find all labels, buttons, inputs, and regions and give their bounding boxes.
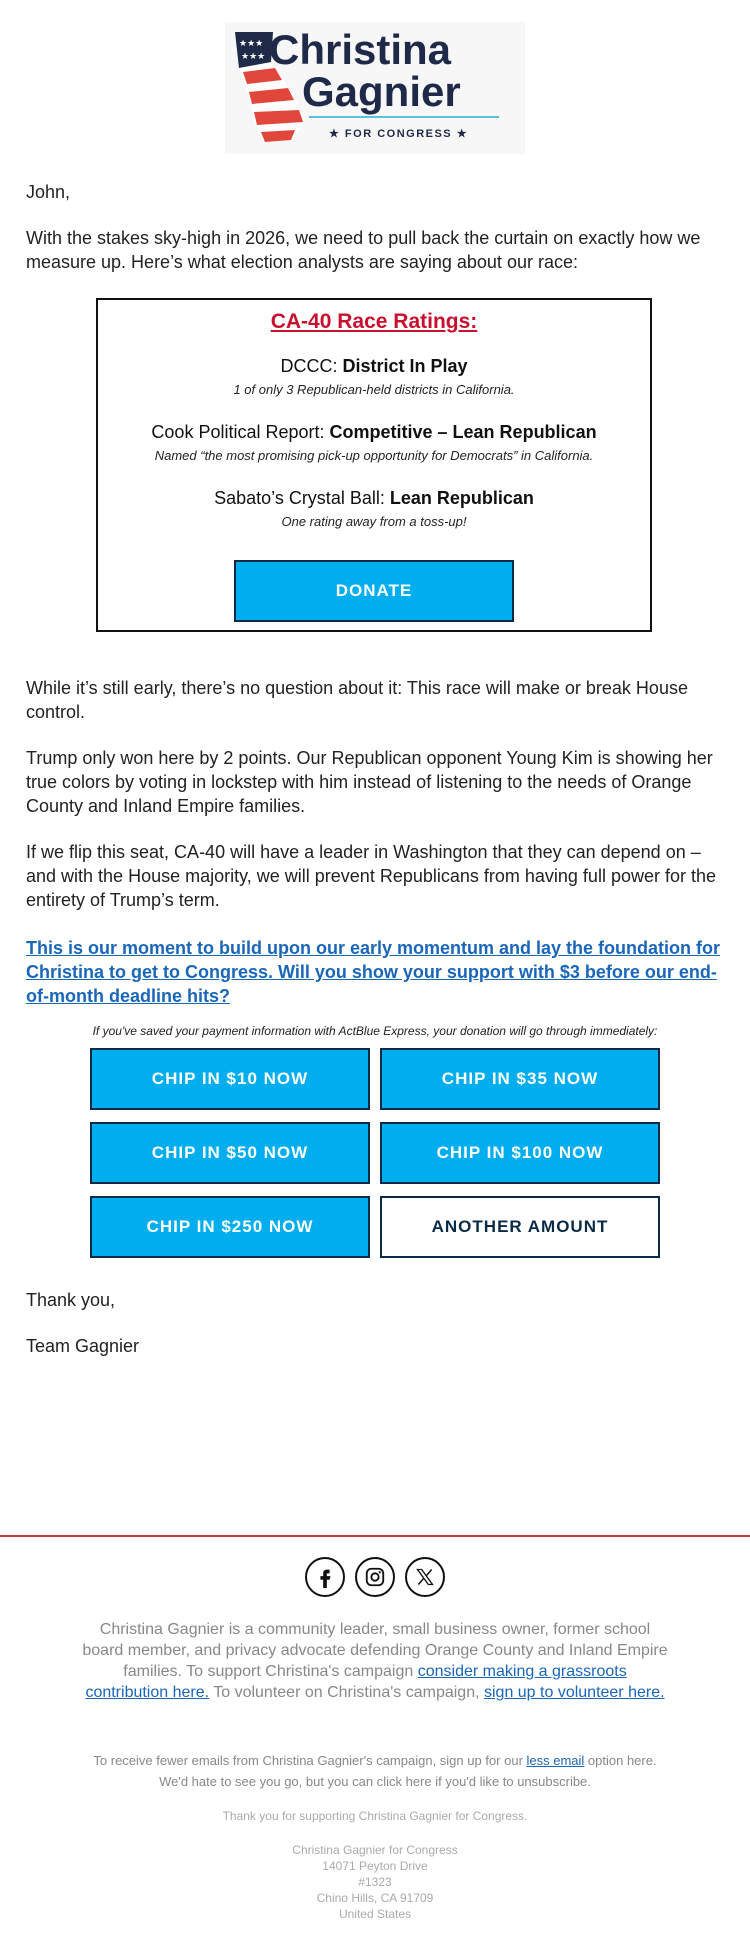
contribution-link[interactable]: consider making a grassroots contribution here. [85, 1663, 627, 1701]
facebook-icon[interactable] [305, 1557, 345, 1597]
x-icon[interactable] [405, 1557, 445, 1597]
volunteer-link[interactable]: sign up to volunteer here. [483, 1684, 665, 1701]
ratings-title: CA-40 Race Ratings: [270, 310, 478, 333]
chip-50-button[interactable]: CHIP IN $50 NOW [90, 1122, 370, 1184]
address-line: United States [338, 1907, 412, 1921]
intro-paragraph: With the stakes sky-high in 2026, we need to pull back the curtain on exactly how we measure up. Here’s what election analysts are saying about our race: [26, 228, 701, 272]
address-line: Chino Hills, CA 91709 [316, 1891, 434, 1905]
rating-source: DCCC: [280, 356, 338, 376]
logo-name-line1: Christina [269, 26, 452, 73]
instagram-icon[interactable] [355, 1557, 395, 1597]
rating-source: Cook Political Report: [151, 422, 325, 442]
chip-10-button[interactable]: CHIP IN $10 NOW [90, 1048, 370, 1110]
address-line: 14071 Peyton Drive [322, 1859, 428, 1873]
donate-button[interactable]: DONATE [234, 560, 514, 622]
rating-note: One rating away from a toss-up! [281, 514, 467, 529]
rating-cook [98, 422, 650, 443]
rating-sabato [98, 488, 650, 509]
cta-link[interactable]: This is our moment to build upon our early momentum and lay the foundation for Christina to get to Congress. Will you show your support with $3 before our end-of-month deadline hits? [26, 938, 721, 1006]
body-paragraph-3: If we flip this seat, CA-40 will have a leader in Washington that they can depend on – and with the House majority, we will prevent Republicans from having full power for the entirety of Trump’s term. [26, 842, 716, 910]
rating-value: Competitive – Lean Republican [329, 422, 597, 442]
mailing-address [0, 1842, 750, 1922]
actblue-express-note: If you've saved your payment information with ActBlue Express, your donation will go through immediately: [92, 1024, 658, 1038]
logo-tagline: ★ FOR CONGRESS ★ [329, 128, 469, 140]
body-paragraph-1: While it’s still early, there’s no question about it: This race will make or break House control. [26, 678, 688, 722]
rating-value: Lean Republican [389, 488, 534, 508]
signoff: Thank you, [26, 1290, 116, 1310]
rating-source: Sabato’s Crystal Ball: [214, 488, 385, 508]
rating-value: District In Play [342, 356, 468, 376]
another-amount-button[interactable]: ANOTHER AMOUNT [380, 1196, 660, 1258]
signature: Team Gagnier [26, 1336, 140, 1356]
bio-text: Christina Gagnier is a community leader, small business owner, former school board member, and privacy advocate defending Orange County and Inland Empire families. To support Christina's campaign [82, 1621, 668, 1680]
bio-text-2: To volunteer on Christina's campaign, [209, 1684, 484, 1701]
chip-100-button[interactable]: CHIP IN $100 NOW [380, 1122, 660, 1184]
chip-250-button[interactable]: CHIP IN $250 NOW [90, 1196, 370, 1258]
less-email-link[interactable]: less email [526, 1753, 585, 1768]
rating-dccc [98, 356, 650, 377]
unsub-text: To receive fewer emails from Christina Gagnier's campaign, sign up for our [93, 1753, 527, 1768]
svg-text:★★★: ★★★ [241, 52, 266, 62]
rating-note: Named “the most promising pick-up opportunity for Democrats” in California. [154, 448, 594, 463]
greeting: John, [26, 182, 71, 202]
logo-name-line2: Gagnier [302, 68, 461, 115]
footer-bio [80, 1619, 670, 1703]
unsub-text-2: option here. We'd hate to see you go, but you can click here if you'd like to unsubscribe. [159, 1753, 657, 1789]
body-paragraph-2: Trump only won here by 2 points. Our Republican opponent Young Kim is showing her true colors by voting in lockstep with him instead of listening to the needs of Orange County and Inland Empire families. [26, 748, 713, 816]
rating-note: 1 of only 3 Republican-held districts in California. [233, 382, 515, 397]
footer-divider [0, 1535, 750, 1537]
campaign-logo [225, 22, 525, 154]
address-line: #1323 [358, 1875, 392, 1889]
address-line: Christina Gagnier for Congress [292, 1843, 458, 1857]
unsubscribe-note [90, 1750, 660, 1792]
footer-thanks: Thank you for supporting Christina Gagnier for Congress. [222, 1809, 528, 1823]
chip-35-button[interactable]: CHIP IN $35 NOW [380, 1048, 660, 1110]
svg-text:★★★: ★★★ [239, 39, 264, 49]
